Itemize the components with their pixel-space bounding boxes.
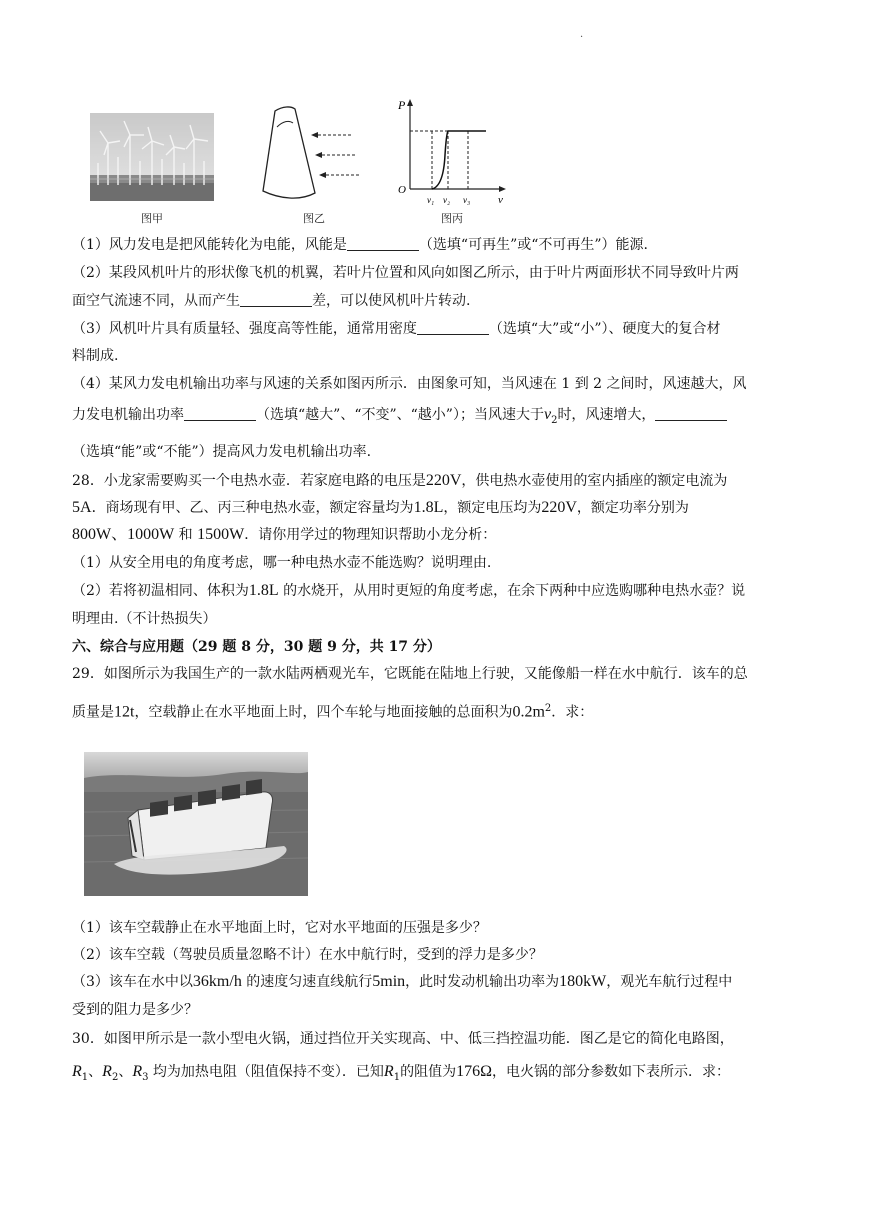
graph-y-label: P: [398, 98, 406, 112]
q28-sub1: （1）从安全用电的角度考虑，哪一种电热水壶不能选购？说明理由.: [72, 555, 492, 571]
answer-blank[interactable]: [240, 292, 312, 307]
graph-x-label: v: [498, 194, 503, 206]
q27-part3-line2: 料制成.: [72, 348, 119, 364]
q27-part1: （1）风力发电是把风能转化为电能，风能是 （选填“可再生”或“不可再生”）能源.: [72, 237, 648, 253]
q28-sub2-line1: （2）若将初温相同、体积为1.8L 的水烧开，从用时更短的角度考虑，在余下两种中应选购哪种电热水壶？说: [72, 582, 746, 599]
graph-tick-v1: v₁: [427, 195, 435, 205]
q29-line2: 质量是12t，空载静止在水平地面上时，四个车轮与地面接触的总面积为$0.2m^2$．求：: [72, 703, 594, 721]
q28-line1: 28．小龙家需要购买一个电热水壶．若家庭电路的电压是220V，供电热水壶使用的室内插座的额定电流为: [72, 472, 728, 489]
graph-tick-v2: v₂: [443, 195, 451, 205]
figure-c-caption: 图丙: [441, 212, 463, 225]
q28-sub2-line2: 明理由.（不计热损失）: [72, 611, 217, 627]
q27-part2-line1: （2）某段风机叶片的形状像飞机的机翼，若叶片位置和风向如图乙所示，由于叶片两面形状不同导致叶片两: [72, 265, 739, 281]
q29-sub3-line1: （3）该车在水中以36km/h 的速度匀速直线航行5min，此时发动机输出功率为180kW，观光车航行过程中: [72, 973, 733, 990]
q29-sub3-line2: 受到的阻力是多少？: [72, 1002, 198, 1018]
figure-row: [60, 95, 530, 230]
power-speed-graph: [390, 95, 510, 207]
q28-line3: 800W、1000W 和 1500W．请你用学过的物理知识帮助小龙分析：: [72, 526, 497, 543]
q27-part4-line3: （选填“能”或“不能”）提高风力发电机输出功率.: [72, 444, 372, 460]
q30-line2: $R_1$、$R_2$、$R_3$ 均为加热电阻（阻值保持不变）．已知$R_1$的阻值为176Ω，电火锅的部分参数如下表所示．求：: [72, 1063, 730, 1083]
figure-b-caption: 图乙: [303, 212, 325, 225]
q27-part3-line1: （3）风机叶片具有质量轻、强度高等性能，通常用密度 （选填“大”或“小”）、硬度大的复合材: [72, 321, 721, 337]
answer-blank[interactable]: [655, 406, 727, 421]
stray-dot: ·: [580, 32, 584, 43]
section-heading: 六、综合与应用题（29 题 8 分，30 题 9 分，共 17 分）: [72, 639, 441, 655]
q29-sub1: （1）该车空载静止在水平地面上时，它对水平地面的压强是多少？: [72, 920, 487, 936]
figure-a-caption: 图甲: [141, 212, 163, 225]
q29-line1: 29．如图所示为我国生产的一款水陆两栖观光车，它既能在陆地上行驶，又能像船一样在水中航行．该车的总: [72, 666, 748, 682]
q27-part4-line1: （4）某风力发电机输出功率与风速的关系如图丙所示．由图象可知，当风速在 1 到 2 之间时，风速越大，风: [72, 376, 747, 392]
q30-line1: 30．如图甲所示是一款小型电火锅，通过挡位开关实现高、中、低三挡控温功能．图乙是它的简化电路图，: [72, 1031, 734, 1047]
amphibious-bus-photo: [84, 752, 308, 896]
wind-farm-photo: [90, 113, 214, 201]
q27-part4-line2: 力发电机输出功率 （选填“越大”、“不变”、“越小”）；当风速大于$v_2$时，风速增大，: [72, 405, 727, 431]
answer-blank[interactable]: [347, 236, 419, 251]
blade-diagram: [255, 103, 365, 203]
q28-line2: 5A．商场现有甲、乙、丙三种电热水壶，额定容量均为1.8L，额定电压均为220V，额定功率分别为: [72, 499, 689, 516]
answer-blank[interactable]: [184, 406, 256, 421]
q29-sub2: （2）该车空载（驾驶员质量忽略不计）在水中航行时，受到的浮力是多少？: [72, 947, 543, 963]
answer-blank[interactable]: [417, 320, 489, 335]
graph-origin: O: [398, 184, 406, 196]
q27-part2-line2: 面空气流速不同，从而产生 差，可以使风机叶片转动.: [72, 293, 471, 309]
graph-tick-v3: v₃: [463, 195, 471, 205]
